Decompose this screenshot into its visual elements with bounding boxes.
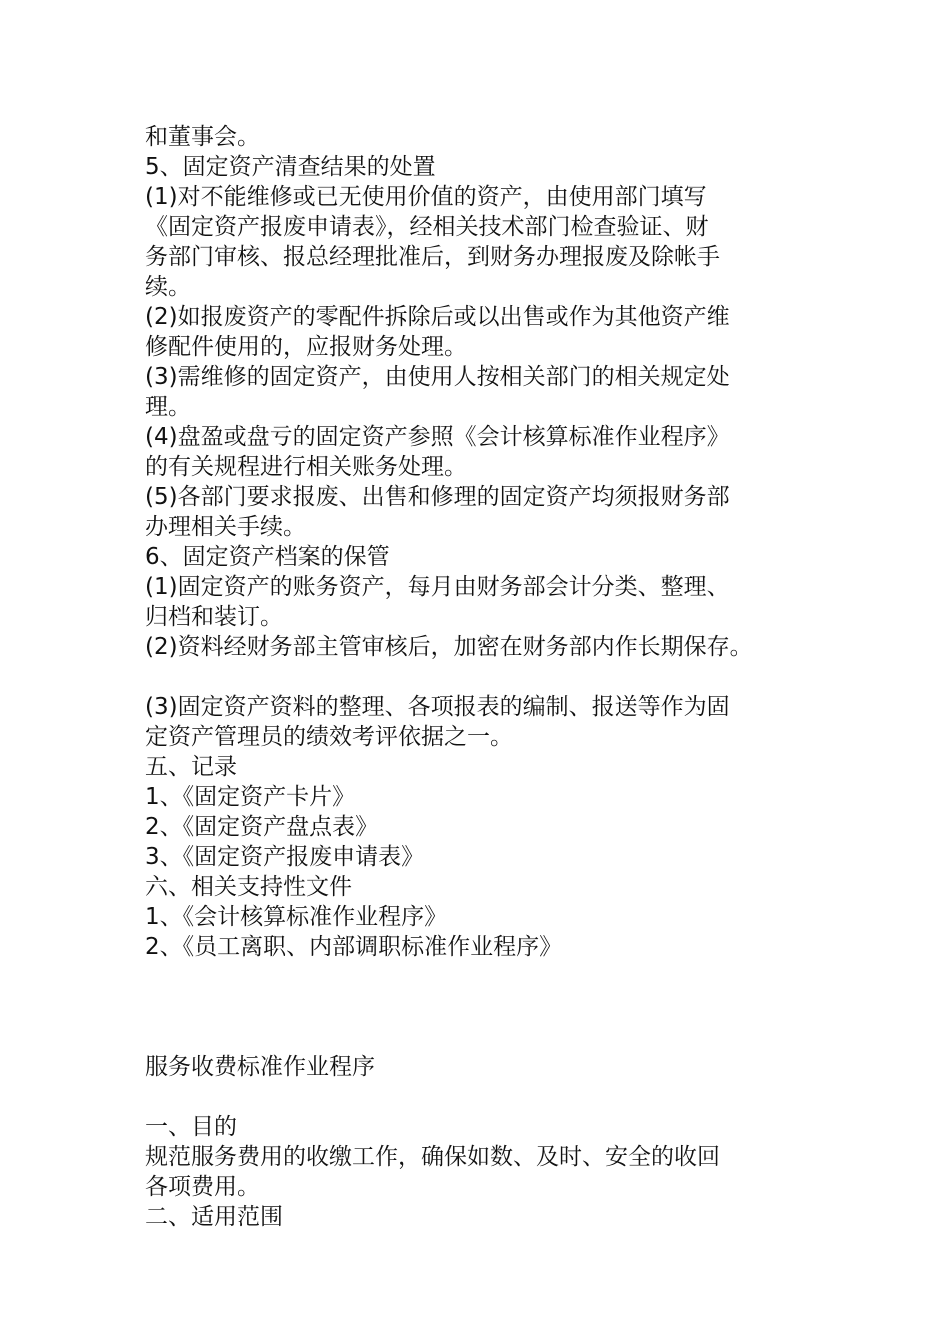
text-line: 规范服务费用的收缴工作，确保如数、及时、安全的收回 bbox=[145, 1144, 720, 1170]
text-line: 的有关规程进行相关账务处理。 bbox=[145, 454, 467, 480]
text-line: 《固定资产报废申请表》，经相关技术部门检查验证、财 bbox=[145, 214, 709, 240]
text-line: 1、《固定资产卡片》 bbox=[145, 784, 356, 810]
paragraph bbox=[145, 302, 835, 362]
list-item bbox=[145, 782, 835, 812]
paragraph bbox=[145, 182, 835, 302]
text-line: 定资产管理员的绩效考评依据之一。 bbox=[145, 724, 513, 750]
text-line: 归档和装订。 bbox=[145, 604, 283, 630]
text-line: 一、目的 bbox=[145, 1114, 237, 1140]
paragraph bbox=[145, 572, 835, 632]
section-heading bbox=[145, 752, 835, 782]
text-line: (2)如报废资产的零配件拆除后或以出售或作为其他资产维 bbox=[145, 304, 730, 330]
text-line: 3、《固定资产报废申请表》 bbox=[145, 844, 425, 870]
text-line: 理。 bbox=[145, 394, 191, 420]
blank-space bbox=[145, 962, 835, 1022]
list-item bbox=[145, 902, 835, 932]
text-line: 续。 bbox=[145, 274, 191, 300]
section-heading bbox=[145, 152, 835, 182]
text-line: 服务收费标准作业程序 bbox=[145, 1054, 375, 1080]
text-line: (1)对不能维修或已无使用价值的资产，由使用部门填写 bbox=[145, 184, 707, 210]
text-line: 2、《固定资产盘点表》 bbox=[145, 814, 379, 840]
section-heading bbox=[145, 1112, 835, 1142]
text-line: 六、相关支持性文件 bbox=[145, 874, 352, 900]
text-line: (2)资料经财务部主管审核后，加密在财务部内作长期保存。 bbox=[145, 634, 753, 660]
paragraph bbox=[145, 422, 835, 482]
section-heading bbox=[145, 1202, 835, 1232]
text-line: (4)盘盈或盘亏的固定资产参照《会计核算标准作业程序》 bbox=[145, 424, 730, 450]
text-line: 办理相关手续。 bbox=[145, 514, 306, 540]
text-line: 6、固定资产档案的保管 bbox=[145, 544, 390, 570]
list-item bbox=[145, 932, 835, 962]
text-line: 1、《会计核算标准作业程序》 bbox=[145, 904, 448, 930]
text-line: (3)需维修的固定资产，由使用人按相关部门的相关规定处 bbox=[145, 364, 730, 390]
text-line: 五、记录 bbox=[145, 754, 237, 780]
paragraph bbox=[145, 482, 835, 542]
text-line: 务部门审核、报总经理批准后，到财务办理报废及除帐手 bbox=[145, 244, 720, 270]
text-line: 二、适用范围 bbox=[145, 1204, 283, 1230]
section-heading bbox=[145, 542, 835, 572]
text-line: 和董事会。 bbox=[145, 124, 260, 150]
list-item bbox=[145, 842, 835, 872]
text-line: (3)固定资产资料的整理、各项报表的编制、报送等作为固 bbox=[145, 694, 730, 720]
section-heading bbox=[145, 872, 835, 902]
list-item bbox=[145, 812, 835, 842]
blank-line bbox=[145, 662, 835, 692]
text-line: (1)固定资产的账务资产，每月由财务部会计分类、整理、 bbox=[145, 574, 730, 600]
paragraph bbox=[145, 122, 835, 152]
document-page bbox=[145, 122, 835, 1232]
text-line: 2、《员工离职、内部调职标准作业程序》 bbox=[145, 934, 563, 960]
paragraph bbox=[145, 692, 835, 752]
paragraph bbox=[145, 1142, 835, 1202]
text-line: 各项费用。 bbox=[145, 1174, 260, 1200]
text-line: 5、固定资产清查结果的处置 bbox=[145, 154, 436, 180]
blank-line bbox=[145, 1022, 835, 1052]
text-line: 修配件使用的，应报财务处理。 bbox=[145, 334, 467, 360]
document-title bbox=[145, 1052, 835, 1082]
paragraph bbox=[145, 362, 835, 422]
paragraph bbox=[145, 632, 835, 662]
text-line: (5)各部门要求报废、出售和修理的固定资产均须报财务部 bbox=[145, 484, 730, 510]
blank-line bbox=[145, 1082, 835, 1112]
